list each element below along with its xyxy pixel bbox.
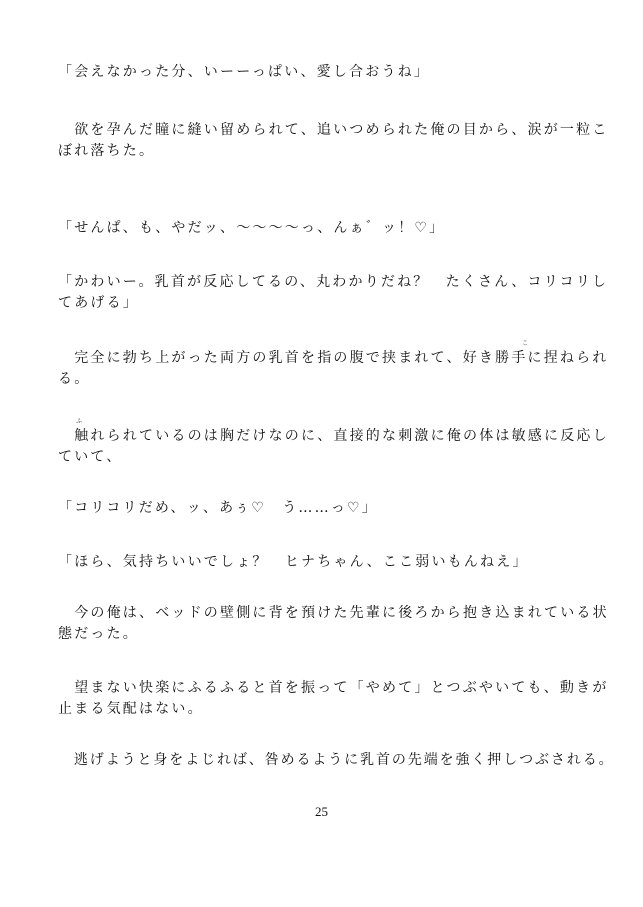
- page-number: 25: [315, 804, 328, 819]
- narration-line-10: ていて、: [58, 449, 123, 465]
- narration-line-13: 今の俺は、ベッドの壁側に背を預けた先輩に後ろから抱き込まれている状: [58, 605, 609, 621]
- ruby-koneru: こ: [522, 340, 529, 347]
- dialogue-line-6: てあげる」: [58, 295, 139, 311]
- narration-line-7: 完全に勃ち上がった両方の乳首を指の腹で挟まれて、好き勝手に捏ねられ: [58, 350, 609, 366]
- narration-line-3: ぼれ落ちた。: [58, 143, 156, 159]
- dialogue-line-4: 「せんぱ、も、やだッ、〜〜〜〜っ、んぁ゛ッ！♡」: [58, 220, 446, 236]
- dialogue-line-12: 「ほら、気持ちいいでしょ？ ヒナちゃん、ここ弱いもんねえ」: [58, 554, 529, 570]
- dialogue-line-5: 「かわいー。乳首が反応してるの、丸わかりだね？ たくさん、コリコリし: [58, 274, 609, 290]
- narration-line-14: 態だった。: [58, 626, 139, 642]
- narration-line-8: る。: [58, 371, 91, 387]
- narration-line-15: 望まない快楽にふるふると首を振って「やめて」とつぶやいても、動きが: [58, 680, 609, 696]
- narration-line-9: 触れられているのは胸だけなのに、直接的な刺激に俺の体は敏感に反応し: [58, 428, 609, 444]
- dialogue-line-11: 「コリコリだめ、ッ、あぅ♡ う……っ♡」: [58, 500, 378, 516]
- narration-line-16: 止まる気配はない。: [58, 701, 204, 717]
- narration-line-2: 欲を孕んだ瞳に縫い留められて、追いつめられた俺の目から、涙が一粒こ: [58, 122, 609, 138]
- dialogue-line-1: 「会えなかった分、いーーっぱい、愛し合おうね」: [58, 64, 431, 80]
- ruby-fureru: ふ: [76, 418, 83, 425]
- narration-line-17: 逃げようと身をよじれば、咎めるように乳首の先端を強く押しつぶされる。: [58, 752, 615, 768]
